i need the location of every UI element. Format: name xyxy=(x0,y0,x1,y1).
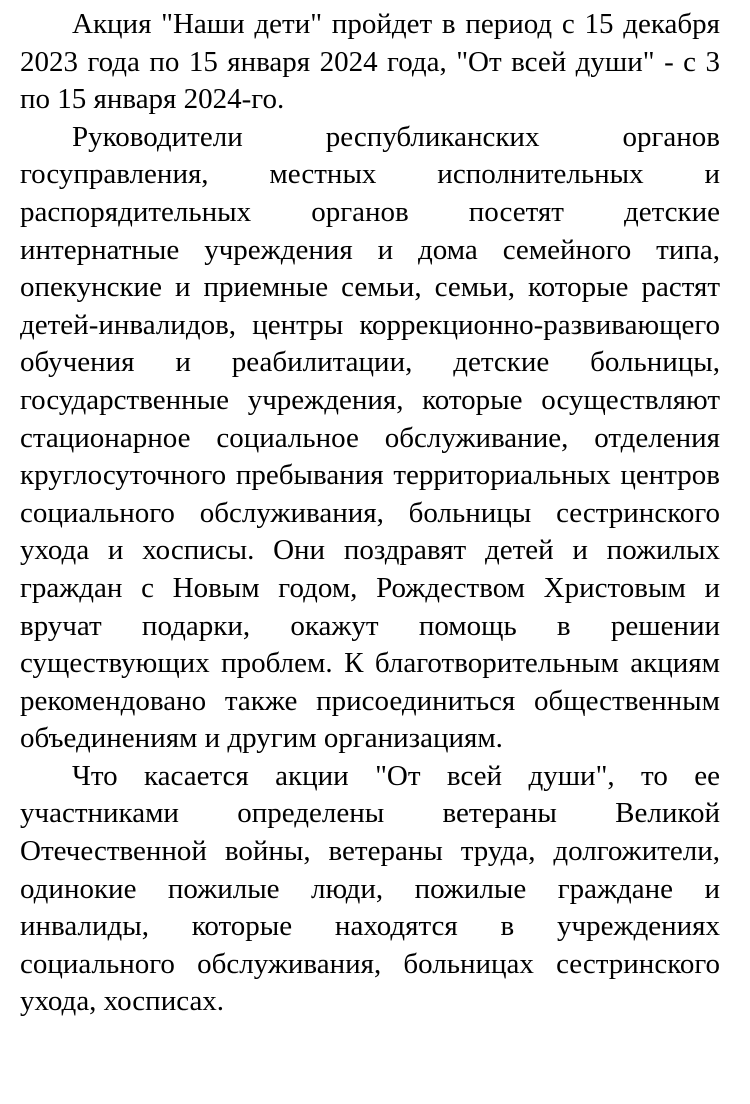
paragraph-campaign-dates: Акция "Наши дети" пройдет в период с 15 декабря 2023 года по 15 января 2024 года, "От всей души" - с 3 по 15 января 2024-го. xyxy=(20,8,720,116)
paragraph-from-the-heart-participants: Что касается акции "От всей души", то ее участниками определены ветераны Великой Отечественной войны, ветераны труда, долгожители, одинокие пожилые люди, пожилые граждане и инвалиды, которые находятся в учреждениях социального обслуживания, больницах сестринского ухода, хосписах. xyxy=(20,759,720,1018)
paragraph-officials-visits: Руководители республиканских органов госуправления, местных исполнительных и распорядительных органов посетят детские интернатные учреждения и дома семейного типа, опекунские и приемные семьи, семьи, которые растят детей-инвалидов, центры коррекционно-развивающего обучения и реабилитации, детские больницы, государственные учреждения, которые осуществляют стационарное социальное обслуживание, отделения круглосуточного пребывания территориальных центров социального обслуживания, больницы сестринского ухода и хосписы. Они поздравят детей и пожилых граждан с Новым годом, Рождеством Христовым и вручат подарки, окажут помощь в решении существующих проблем. К благотворительным акциям рекомендовано также присоединиться общественным объединениям и другим организациям. xyxy=(20,120,720,755)
